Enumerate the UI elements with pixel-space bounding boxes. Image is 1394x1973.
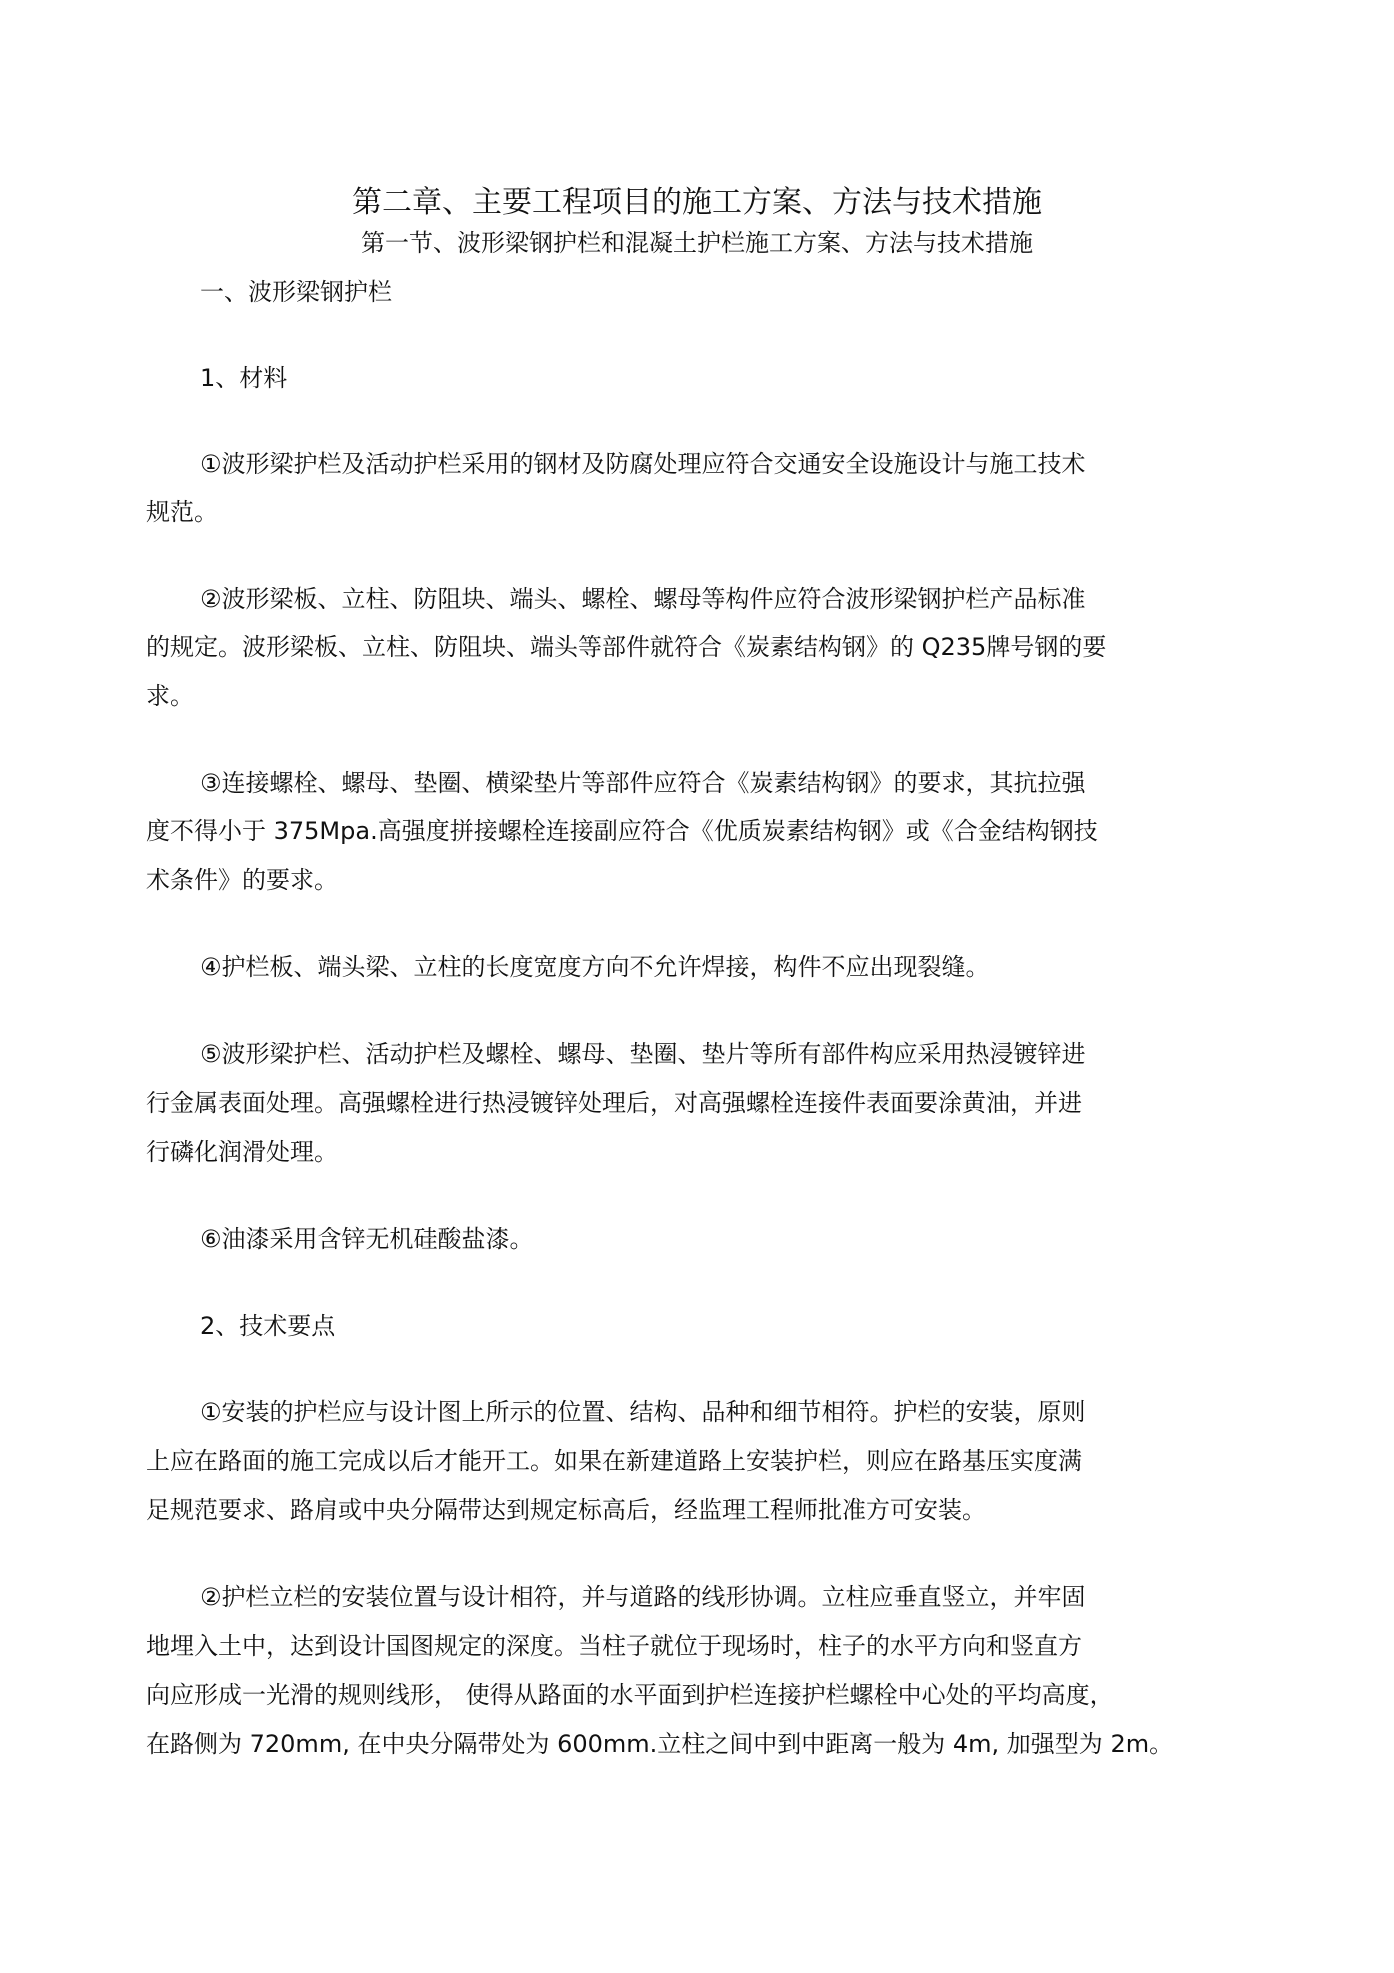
paragraph-line: 向应形成一光滑的规则线形， 使得从路面的水平面到护栏连接护栏螺栓中心处的平均高度， [146,1681,1114,1709]
materials-heading: 1、材料 [200,364,288,392]
paragraph-line: 行磷化润滑处理。 [146,1138,338,1166]
paragraph-line: ③连接螺栓、螺母、垫圈、横梁垫片等部件应符合《炭素结构钢》的要求，其抗拉强 [200,769,1086,797]
paragraph-line: 上应在路面的施工完成以后才能开工。如果在新建道路上安装护栏，则应在路基压实度满 [146,1447,1082,1475]
paragraph-line: ①波形梁护栏及活动护栏采用的钢材及防腐处理应符合交通安全设施设计与施工技术 [200,450,1086,478]
paragraph-line: 术条件》的要求。 [146,866,338,894]
paragraph-line: ⑥油漆采用含锌无机硅酸盐漆。 [200,1225,534,1253]
paragraph-line: 求。 [146,682,194,710]
paragraph-line: 足规范要求、路肩或中央分隔带达到规定标高后，经监理工程师批准方可安装。 [146,1496,986,1524]
paragraph-line: 行金属表面处理。高强螺栓进行热浸镀锌处理后，对高强螺栓连接件表面要涂黄油，并进 [146,1089,1082,1117]
paragraph-line: 地埋入土中，达到设计国图规定的深度。当柱子就位于现场时，柱子的水平方向和竖直方 [146,1632,1082,1660]
paragraph-line: 的规定。波形梁板、立柱、防阻块、端头等部件就符合《炭素结构钢》的 Q235牌号钢的要 [146,633,1107,661]
paragraph-line: ④护栏板、端头梁、立柱的长度宽度方向不允许焊接，构件不应出现裂缝。 [200,953,990,981]
section-subtitle: 第一节、波形梁钢护栏和混凝土护栏施工方案、方法与技术措施 [361,229,1033,257]
paragraph-line: ②护栏立栏的安装位置与设计相符，并与道路的线形协调。立柱应垂直竖立，并牢固 [200,1583,1086,1611]
paragraph-line: ①安装的护栏应与设计图上所示的位置、结构、品种和细节相符。护栏的安装，原则 [200,1398,1086,1426]
section-heading: 一、波形梁钢护栏 [200,278,392,306]
tech-heading: 2、技术要点 [200,1312,336,1340]
paragraph-line: ②波形梁板、立柱、防阻块、端头、螺栓、螺母等构件应符合波形梁钢护栏产品标准 [200,585,1086,613]
paragraph-line: ⑤波形梁护栏、活动护栏及螺栓、螺母、垫圈、垫片等所有部件构应采用热浸镀锌进 [200,1040,1086,1068]
chapter-title: 第二章、主要工程项目的施工方案、方法与技术措施 [352,185,1042,220]
paragraph-line: 在路侧为 720mm, 在中央分隔带处为 600mm.立柱之间中到中距离一般为 4m, 加强型为 2m。 [146,1730,1174,1758]
paragraph-line: 规范。 [146,498,218,526]
paragraph-line: 度不得小于 375Mpa.高强度拼接螺栓连接副应符合《优质炭素结构钢》或《合金结构钢技 [146,817,1098,845]
